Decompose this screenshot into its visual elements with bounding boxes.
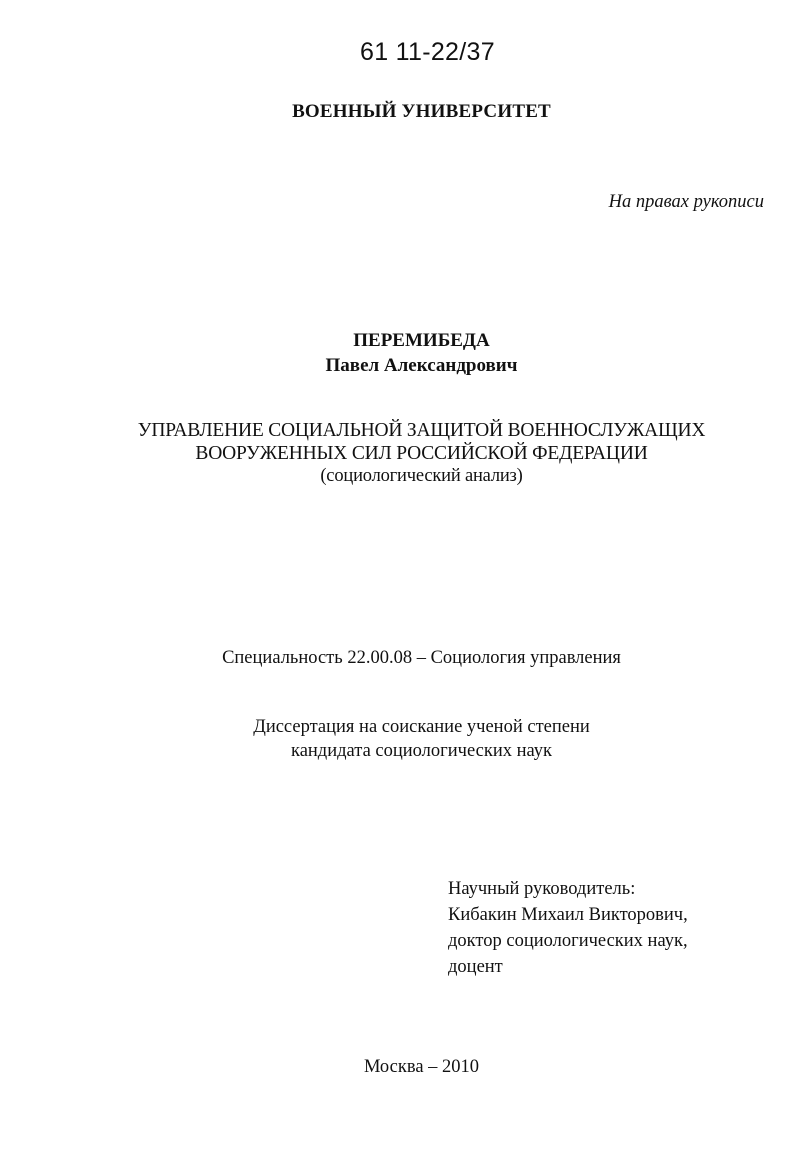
institution-name: ВОЕННЫЙ УНИВЕРСИТЕТ [292,101,551,122]
supervisor-label: Научный руководитель: [448,879,636,899]
rights-note: На правах рукописи [608,192,764,212]
supervisor-name: Кибакин Михаил Викторович, [448,905,688,925]
degree-line-2: кандидата социологических наук [290,741,553,761]
dissertation-title-line-2: ВООРУЖЕННЫХ СИЛ РОССИЙСКОЙ ФЕДЕРАЦИИ [195,443,648,464]
degree-line-1: Диссертация на соискание ученой степени [253,717,590,737]
author-given-names: Павел Александрович [325,355,518,376]
author-surname: ПЕРЕМИБЕДА [353,330,490,351]
catalog-number: 61 11-22/37 [360,38,495,66]
dissertation-title-line-1: УПРАВЛЕНИЕ СОЦИАЛЬНОЙ ЗАЩИТОЙ ВОЕННОСЛУЖАЩИХ [137,420,706,441]
supervisor-rank: доцент [448,957,503,977]
dissertation-subtitle: (социологический анализ) [320,466,523,486]
specialty-line: Специальность 22.00.08 – Социология управления [222,648,621,668]
city-year: Москва – 2010 [363,1057,480,1077]
supervisor-block [448,876,688,980]
supervisor-degree: доктор социологических наук, [448,931,688,951]
